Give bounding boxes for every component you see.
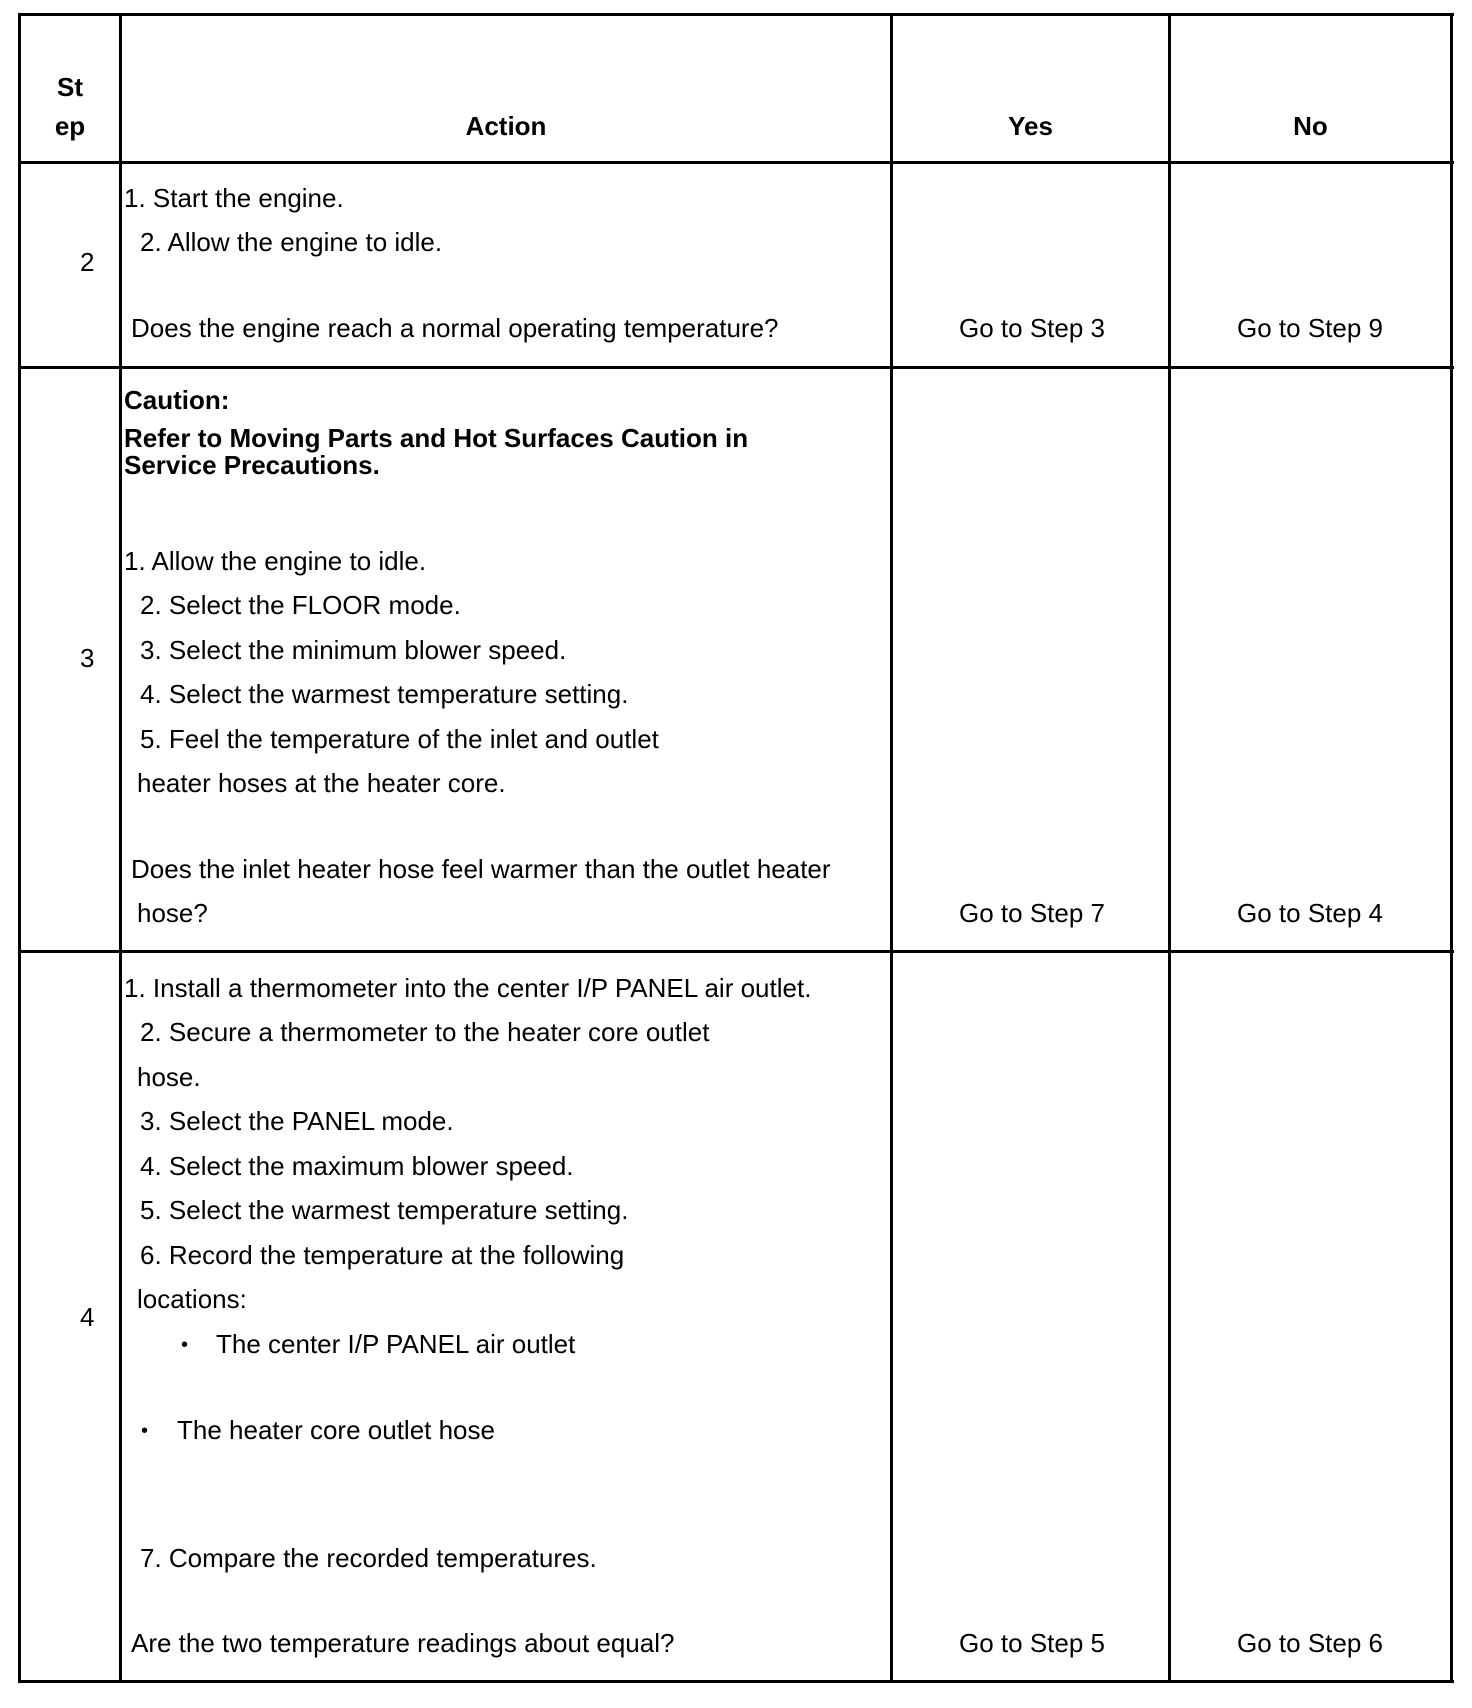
action-item: 2. Secure a thermometer to the heater core outlet [140, 1017, 710, 1047]
action-item: 1. Allow the engine to idle. [124, 546, 427, 576]
action-item: 2. Select the FLOOR mode. [140, 590, 461, 620]
caution-title: Caution: [124, 385, 230, 415]
no-result: Go to Step 4 [1237, 898, 1383, 928]
step-number: 2 [80, 247, 95, 277]
caution-text: Service Precautions. [124, 450, 380, 480]
caution-text: Refer to Moving Parts and Hot Surfaces Caution in [124, 423, 749, 453]
header-no: No [1293, 111, 1328, 141]
action-question: Does the engine reach a normal operating temperature? [131, 313, 779, 343]
bullet-icon: • [181, 1334, 189, 1356]
action-question: Does the inlet heater hose feel warmer than the outlet heater [131, 854, 831, 884]
header-yes: Yes [1008, 111, 1053, 141]
action-item: 2. Allow the engine to idle. [140, 227, 443, 257]
action-item: 4. Select the maximum blower speed. [140, 1151, 574, 1181]
column-divider-action [890, 13, 893, 1683]
action-item-continuation: locations: [137, 1284, 247, 1314]
row-divider-1 [18, 366, 1454, 369]
action-item: 5. Feel the temperature of the inlet and outlet [140, 724, 659, 754]
yes-result: Go to Step 5 [959, 1628, 1105, 1658]
step-number: 4 [80, 1302, 95, 1332]
column-divider-yes [1168, 13, 1171, 1683]
table-border-right [1450, 13, 1453, 1683]
action-item-continuation: hose. [137, 1062, 201, 1092]
bullet-item: The center I/P PANEL air outlet [216, 1329, 576, 1359]
bullet-icon: • [141, 1420, 149, 1442]
row-divider-2 [18, 950, 1454, 953]
action-question-continuation: hose? [137, 898, 208, 928]
table-border-bottom [18, 1680, 1454, 1683]
action-item: 1. Install a thermometer into the center I/P PANEL air outlet. [124, 973, 812, 1003]
action-item-continuation: heater hoses at the heater core. [137, 768, 506, 798]
action-item: 6. Record the temperature at the following [140, 1240, 625, 1270]
no-result: Go to Step 6 [1237, 1628, 1383, 1658]
action-item: 5. Select the warmest temperature setting. [140, 1195, 629, 1225]
table-border-top [18, 13, 1454, 16]
bullet-item: The heater core outlet hose [177, 1415, 495, 1445]
step-number: 3 [80, 643, 95, 673]
header-step-line1: St [57, 72, 83, 102]
header-step-line2: ep [54, 111, 86, 141]
no-result: Go to Step 9 [1237, 313, 1383, 343]
header-action: Action [465, 111, 547, 141]
action-question: Are the two temperature readings about equal? [131, 1628, 675, 1658]
action-item: 7. Compare the recorded temperatures. [140, 1543, 597, 1573]
diagnostic-table [18, 13, 1454, 1685]
table-border-left [18, 13, 21, 1683]
action-item: 1. Start the engine. [124, 183, 344, 213]
header-divider [18, 161, 1454, 164]
yes-result: Go to Step 7 [959, 898, 1105, 928]
column-divider-step [119, 13, 122, 1683]
action-item: 3. Select the minimum blower speed. [140, 635, 567, 665]
yes-result: Go to Step 3 [959, 313, 1105, 343]
action-item: 4. Select the warmest temperature setting. [140, 679, 629, 709]
action-item: 3. Select the PANEL mode. [140, 1106, 454, 1136]
